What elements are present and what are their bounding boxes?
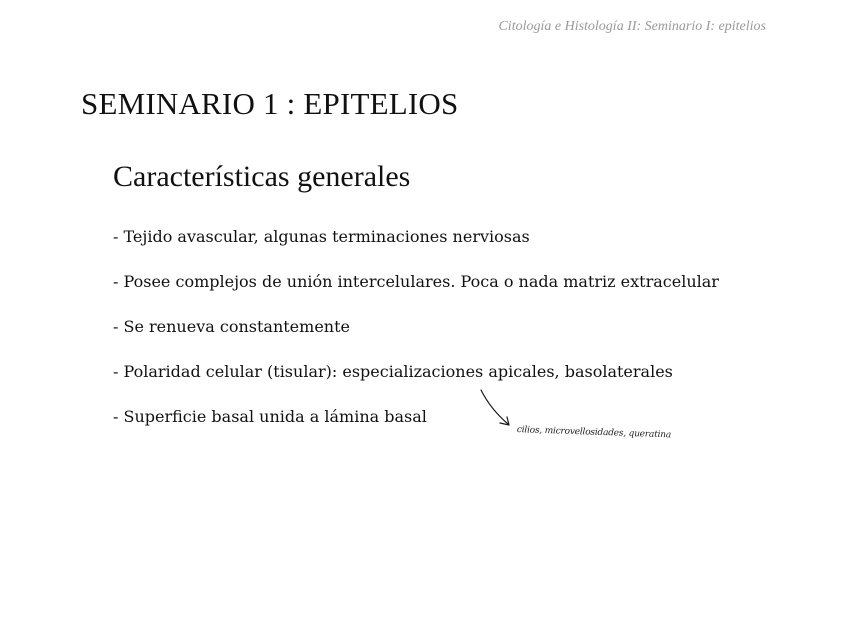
section-heading: Características generales bbox=[113, 160, 411, 193]
list-item-polarity: - Polaridad celular (tisular): especializaciones apicales, basolaterales bbox=[113, 362, 673, 381]
handwritten-note: cilios, microvellosidades, queratina bbox=[516, 425, 672, 441]
handwritten-arrow-icon bbox=[472, 386, 672, 456]
document-title: SEMINARIO 1 : EPITELIOS bbox=[81, 86, 459, 121]
list-item-renewal: - Se renueva constantemente bbox=[113, 317, 350, 336]
list-item-avascular: - Tejido avascular, algunas terminaciones nerviosas bbox=[113, 227, 530, 246]
list-item-basal-surface: - Superficie basal unida a lámina basal bbox=[113, 407, 427, 426]
list-item-union-complexes: - Posee complejos de unión intercelulares. Poca o nada matriz extracelular bbox=[113, 272, 719, 291]
running-header: Citología e Histología II: Seminario I: epitelios bbox=[498, 19, 766, 34]
